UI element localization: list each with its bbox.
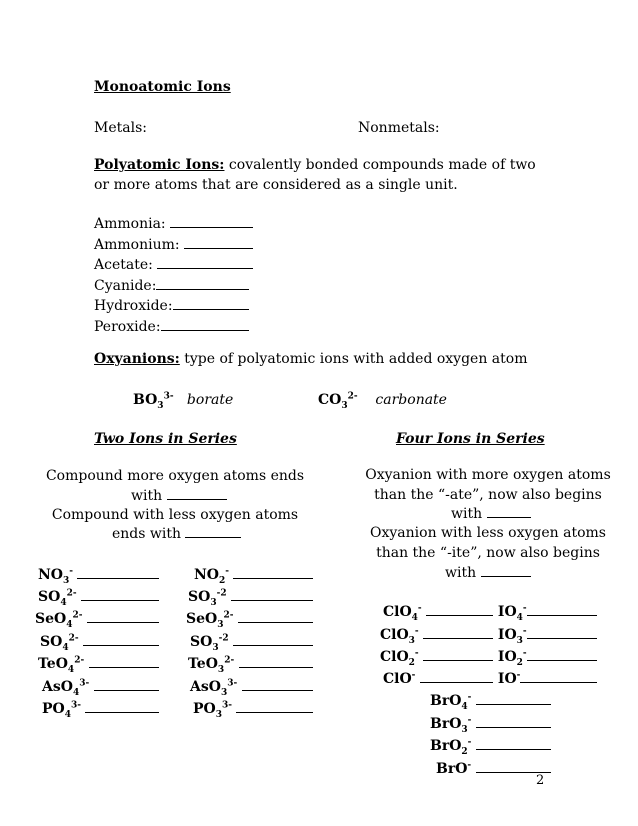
ion-formula	[430, 715, 472, 735]
polyatomic-heading: Polyatomic Ions:	[94, 157, 225, 173]
polyatomic-item-label: Hydroxide:	[94, 298, 173, 314]
answer-blank	[170, 215, 253, 228]
answer-blank	[77, 566, 159, 579]
formula-base: SeO	[35, 611, 67, 627]
ion-formula	[190, 633, 229, 653]
two-series-right-row	[186, 610, 313, 628]
formula-base: SO	[188, 589, 211, 605]
formula-subscript: 3	[215, 709, 222, 720]
formula-superscript: 3-	[71, 700, 81, 711]
formula-base: ClO	[380, 649, 409, 665]
formula-subscript: 3	[210, 597, 217, 608]
answer-blank	[157, 256, 253, 269]
four-series-rule-2: than the “-ate”, now also begins	[374, 487, 602, 503]
formula-superscript: 3-	[79, 678, 90, 689]
example-carbonate	[318, 391, 447, 409]
formula-superscript: 3-	[222, 700, 232, 711]
two-series-left-row	[35, 610, 159, 628]
answer-blank	[156, 277, 249, 290]
answer-blank	[242, 678, 314, 691]
formula-superscript: -	[522, 603, 527, 614]
two-series-heading: Two Ions in Series	[94, 431, 237, 447]
formula-subscript: 4	[67, 664, 75, 675]
formula-subscript: 4	[64, 709, 71, 720]
answer-blank	[89, 655, 160, 668]
bromine-row	[430, 692, 551, 710]
ion-formula	[190, 678, 238, 698]
two-series-rule-2: with	[131, 487, 227, 505]
formula-subscript: 3	[408, 635, 415, 646]
polyatomic-item-label: Ammonium:	[94, 236, 185, 253]
formula-subscript: 3	[220, 687, 228, 698]
two-series-left-row	[38, 655, 159, 673]
two-series-rule-4: ends with	[112, 525, 241, 543]
formula-base: IO	[497, 671, 517, 687]
formula-base: IO	[497, 627, 517, 643]
formula-base: PO	[193, 701, 216, 717]
page-number: 2	[536, 773, 545, 788]
four-series-rule-1: Oxyanion with more oxygen atoms	[365, 467, 611, 483]
formula-base: SeO	[186, 611, 218, 627]
formula-subscript: 2	[516, 657, 523, 668]
formula-base: BrO	[436, 761, 468, 777]
ion-formula	[38, 566, 74, 586]
example-borate	[133, 391, 233, 409]
answer-blank	[476, 692, 552, 705]
borate-formula: $BO_3^{3-}$	[133, 391, 174, 411]
four-series-pair-row	[383, 603, 597, 621]
ion-formula	[383, 603, 422, 623]
ion-formula	[497, 626, 527, 646]
formula-superscript: -	[417, 603, 422, 614]
formula-superscript: -2	[216, 588, 227, 599]
answer-blank	[173, 297, 249, 310]
formula-base: TeO	[38, 656, 68, 672]
answer-blank	[184, 236, 253, 249]
four-series-rule-5: than the “-ite”, now also begins	[376, 545, 600, 561]
polyatomic-item	[94, 277, 249, 295]
answer-blank	[231, 588, 313, 601]
answer-blank	[238, 610, 314, 623]
answer-blank	[423, 626, 493, 639]
formula-base: BrO	[430, 693, 462, 709]
formula-superscript: -	[467, 692, 472, 703]
bromine-row	[436, 760, 551, 778]
ion-formula	[497, 648, 527, 668]
formula-base: ClO	[383, 604, 412, 620]
formula-base: BrO	[430, 738, 462, 754]
answer-blank	[85, 700, 159, 713]
answer-blank	[161, 318, 249, 331]
metals-label: Metals:	[94, 120, 147, 136]
formula-base: ClO	[380, 627, 409, 643]
four-series-pair-row	[383, 670, 597, 688]
formula-base: SO	[38, 589, 61, 605]
polyatomic-item	[94, 318, 249, 336]
ion-formula	[497, 603, 527, 623]
ion-formula	[383, 671, 415, 687]
two-series-right-row	[190, 678, 313, 696]
answer-blank	[476, 737, 552, 750]
two-series-rule-3: Compound with less oxygen atoms	[51, 507, 299, 523]
polyatomic-item	[94, 297, 249, 315]
two-series-left-row	[42, 700, 159, 718]
polyatomic-item-label: Peroxide:	[94, 318, 161, 335]
answer-blank	[476, 715, 552, 728]
answer-blank	[81, 588, 159, 601]
ion-formula	[186, 610, 234, 630]
formula-base: AsO	[42, 679, 73, 695]
formula-base: TeO	[188, 656, 218, 672]
four-series-pair-row	[380, 626, 597, 644]
formula-subscript: 4	[516, 612, 523, 623]
formula-base: SO	[190, 634, 213, 650]
two-series-right-row	[188, 588, 313, 606]
formula-subscript: 3	[212, 642, 219, 653]
polyatomic-item-label: Acetate:	[94, 257, 158, 273]
formula-subscript: 2	[408, 657, 415, 668]
formula-superscript: -	[414, 648, 419, 659]
formula-superscript: 3-	[227, 678, 238, 689]
nonmetals-label: Nonmetals:	[358, 120, 440, 136]
formula-base: NO	[194, 567, 219, 583]
polyatomic-item-label: Cyanide:	[94, 277, 157, 294]
formula-superscript: -	[522, 626, 527, 637]
formula-subscript: 4	[72, 687, 80, 698]
two-series-rule-1: Compound more oxygen atoms ends	[45, 468, 305, 484]
answer-blank	[527, 626, 597, 639]
four-series-rule-3: with	[451, 505, 531, 523]
answer-blank	[239, 655, 314, 668]
ion-formula	[35, 610, 83, 630]
four-series-rule-4: Oxyanion with less oxygen atoms	[370, 525, 606, 541]
answer-blank	[236, 700, 313, 713]
blank-line	[481, 564, 531, 577]
oxyanions-heading: Oxyanions:	[94, 351, 180, 367]
formula-subscript: 3	[63, 575, 70, 586]
formula-subscript: 3	[217, 619, 224, 630]
formula-subscript: 4	[411, 612, 418, 623]
answer-blank	[233, 566, 313, 579]
formula-base: SO	[40, 634, 63, 650]
ion-formula	[188, 588, 227, 608]
formula-base: BrO	[430, 716, 462, 732]
ion-formula	[42, 700, 81, 720]
four-series-pair-row	[380, 648, 597, 666]
formula-superscript: -	[467, 760, 472, 771]
two-series-right-row	[190, 633, 313, 651]
formula-superscript: -	[69, 566, 74, 577]
answer-blank	[233, 633, 313, 646]
formula-subscript: 3	[217, 664, 225, 675]
ion-formula	[430, 692, 472, 712]
formula-superscript: 2-	[68, 633, 79, 644]
ion-formula	[188, 655, 235, 675]
carbonate-name: carbonate	[375, 392, 447, 408]
answer-blank	[420, 670, 494, 683]
four-series-rule-6: with	[445, 564, 531, 582]
two-series-left-row	[40, 633, 159, 651]
two-series-right-row	[188, 655, 313, 673]
formula-superscript: -	[467, 737, 472, 748]
polyatomic-item-label: Ammonia:	[94, 216, 171, 232]
formula-superscript: 2-	[223, 610, 234, 621]
answer-blank	[87, 610, 160, 623]
formula-base: ClO	[383, 671, 412, 687]
ion-formula	[194, 566, 230, 586]
answer-blank	[476, 760, 552, 773]
answer-blank	[94, 678, 160, 691]
formula-superscript: 2-	[74, 655, 85, 666]
polyatomic-definition-line1: covalently bonded compounds made of two	[224, 157, 536, 173]
bromine-row	[430, 737, 551, 755]
ion-formula	[430, 737, 472, 757]
ion-formula	[38, 588, 77, 608]
formula-base: IO	[497, 604, 517, 620]
formula-subscript: 2	[461, 746, 468, 757]
polyatomic-definition	[94, 156, 536, 174]
formula-subscript: 4	[461, 701, 468, 712]
formula-superscript: -	[225, 566, 230, 577]
answer-blank	[423, 648, 493, 661]
ion-formula	[436, 761, 471, 777]
ion-formula	[42, 678, 90, 698]
carbonate-formula: $CO_3^{2-}$	[318, 391, 358, 411]
formula-subscript: 3	[461, 724, 468, 735]
answer-blank	[426, 603, 493, 616]
ion-formula	[38, 655, 85, 675]
blank-line	[167, 487, 227, 500]
formula-superscript: -	[414, 626, 419, 637]
four-series-heading: Four Ions in Series	[396, 431, 545, 447]
two-series-left-row	[42, 678, 159, 696]
ion-formula	[380, 626, 419, 646]
formula-subscript: 3	[516, 635, 523, 646]
polyatomic-item	[94, 256, 253, 274]
blank-line	[487, 505, 531, 518]
formula-base: AsO	[190, 679, 221, 695]
oxyanions-definition-text: type of polyatomic ions with added oxygen atom	[179, 351, 528, 367]
formula-base: PO	[42, 701, 65, 717]
monoatomic-heading: Monoatomic Ions	[94, 79, 231, 95]
formula-subscript: 2	[219, 575, 226, 586]
formula-superscript: -	[516, 670, 521, 681]
polyatomic-definition-line2: or more atoms that are considered as a single unit.	[94, 177, 458, 193]
bromine-row	[430, 715, 551, 733]
formula-subscript: 4	[60, 597, 67, 608]
formula-subscript: 4	[66, 619, 73, 630]
ion-formula	[498, 671, 521, 687]
formula-superscript: 2-	[224, 655, 235, 666]
formula-base: NO	[38, 567, 63, 583]
two-series-right-row	[193, 700, 313, 718]
formula-superscript: 2-	[72, 610, 83, 621]
ion-formula	[40, 633, 79, 653]
two-series-left-row	[38, 588, 159, 606]
formula-superscript: -	[522, 648, 527, 659]
formula-superscript: -	[411, 670, 416, 681]
blank-line	[185, 525, 241, 538]
answer-blank	[527, 648, 597, 661]
answer-blank	[83, 633, 159, 646]
ion-formula	[380, 648, 419, 668]
formula-base: IO	[497, 649, 517, 665]
polyatomic-item	[94, 215, 253, 233]
polyatomic-item	[94, 236, 253, 254]
formula-superscript: -	[467, 715, 472, 726]
ion-formula	[193, 700, 232, 720]
borate-name: borate	[186, 392, 234, 408]
answer-blank	[520, 670, 597, 683]
two-series-left-row	[38, 566, 159, 584]
oxyanions-definition	[94, 350, 527, 368]
formula-subscript: 4	[62, 642, 69, 653]
formula-superscript: -2	[218, 633, 229, 644]
two-series-right-row	[194, 566, 313, 584]
formula-superscript: 2-	[66, 588, 77, 599]
answer-blank	[527, 603, 597, 616]
